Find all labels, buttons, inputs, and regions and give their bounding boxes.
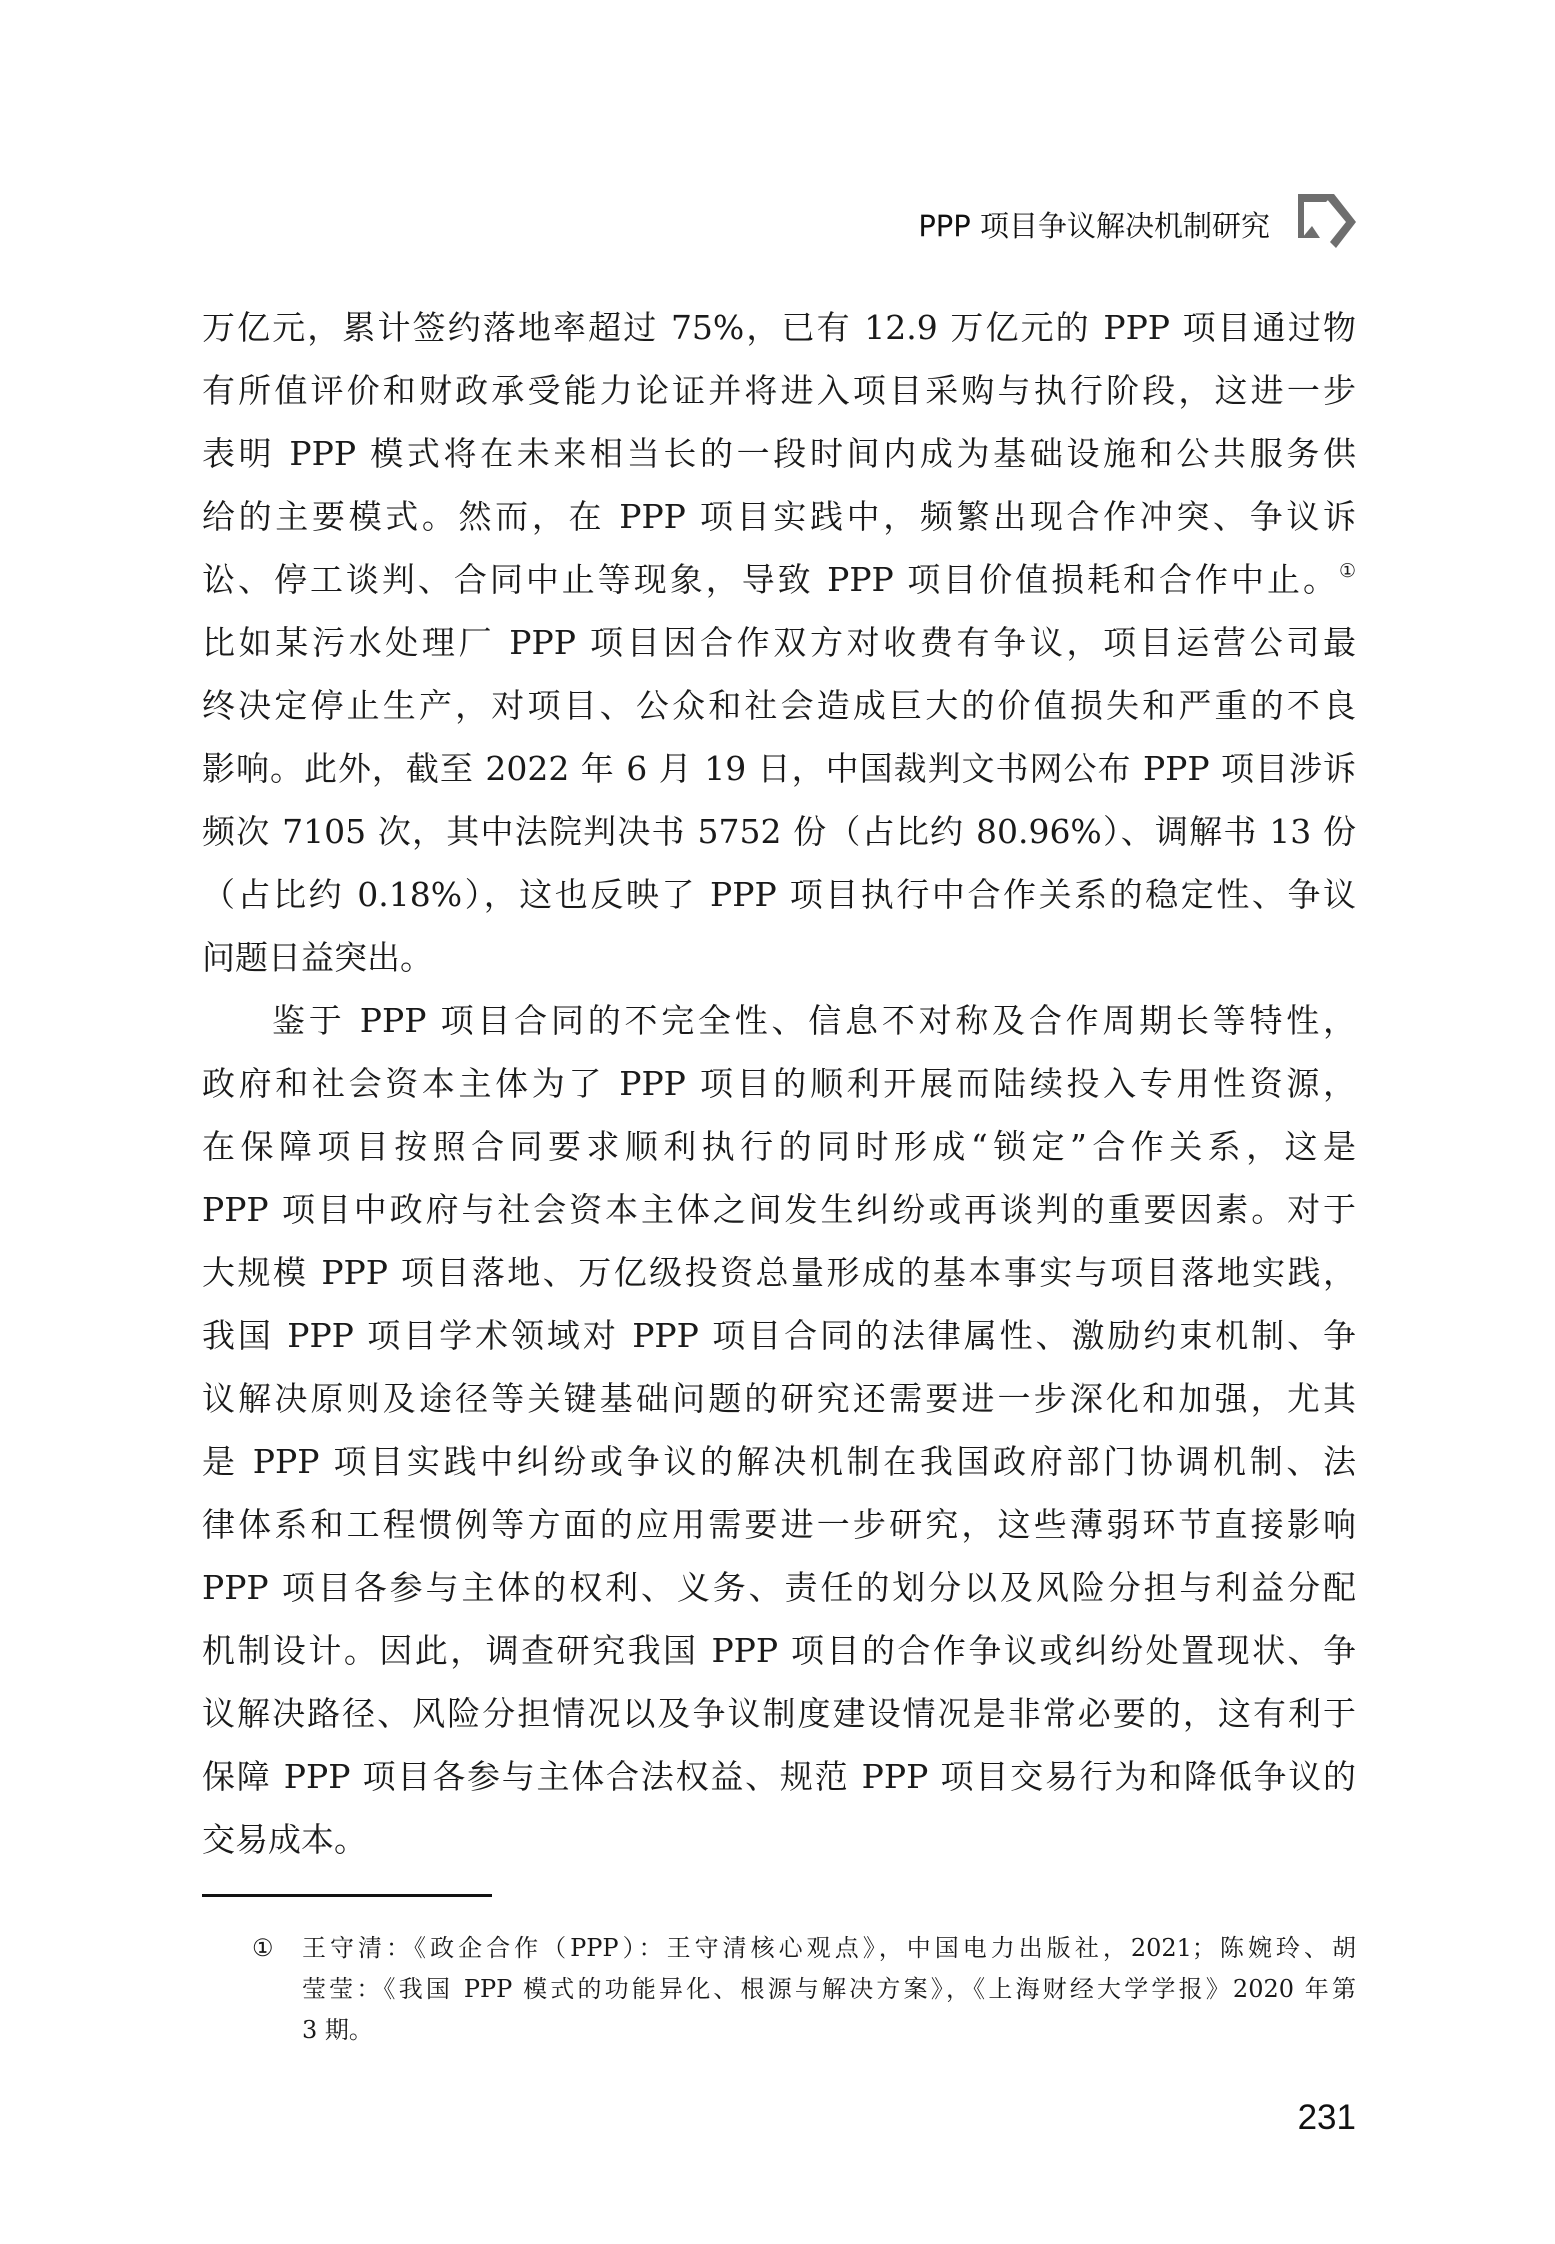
text-line: 机制设计。因此，调查研究我国 PPP 项目的合作争议或纠纷处置现状、争 xyxy=(202,1631,1356,1670)
text-line: 万亿元，累计签约落地率超过 75%，已有 12.9 万亿元的 PPP 项目通过物 xyxy=(202,308,1356,347)
text-line: 影响。此外，截至 2022 年 6 月 19 日，中国裁判文书网公布 PPP 项目涉诉 xyxy=(202,749,1356,788)
paragraph-2 xyxy=(202,989,1356,1871)
chapter-arrow-icon xyxy=(1296,192,1358,248)
text-line: 鉴于 PPP 项目合同的不完全性、信息不对称及合作周期长等特性， xyxy=(272,1001,1356,1040)
text-line: PPP 项目各参与主体的权利、义务、责任的划分以及风险分担与利益分配 xyxy=(202,1568,1356,1607)
text-line: 议解决路径、风险分担情况以及争议制度建设情况是非常必要的，这有利于 xyxy=(202,1694,1356,1733)
footnote-line: 莹莹：《我国 PPP 模式的功能异化、根源与解决方案》，《上海财经大学学报》2020 年第 xyxy=(302,1975,1356,2003)
text-line xyxy=(202,548,1356,611)
text-line: 给的主要模式。然而，在 PPP 项目实践中，频繁出现合作冲突、争议诉 xyxy=(202,497,1356,536)
text-line: 比如某污水处理厂 PPP 项目因合作双方对收费有争议，项目运营公司最 xyxy=(202,623,1356,662)
text-line: 律体系和工程惯例等方面的应用需要进一步研究，这些薄弱环节直接影响 xyxy=(202,1505,1356,1544)
footnote-line: 王守清：《政企合作（PPP）：王守清核心观点》，中国电力出版社，2021；陈婉玲、胡 xyxy=(302,1934,1356,1962)
text-line: 频次 7105 次，其中法院判决书 5752 份（占比约 80.96%）、调解书 13 份 xyxy=(202,812,1356,851)
text-line: 我国 PPP 项目学术领域对 PPP 项目合同的法律属性、激励约束机制、争 xyxy=(202,1316,1356,1355)
text-line: 交易成本。 xyxy=(202,1820,367,1859)
footnote-divider xyxy=(202,1894,492,1897)
body-text xyxy=(202,296,1356,1871)
footnote-line: 3 期。 xyxy=(302,2016,373,2044)
text-line: 有所值评价和财政承受能力论证并将进入项目采购与执行阶段，这进一步 xyxy=(202,371,1356,410)
page-number: 231 xyxy=(1297,2098,1356,2137)
text-line: 问题日益突出。 xyxy=(202,938,433,977)
footnote-mark: ① xyxy=(252,1934,274,1962)
text-line: （占比约 0.18%），这也反映了 PPP 项目执行中合作关系的稳定性、争议 xyxy=(202,875,1356,914)
text-line: 表明 PPP 模式将在未来相当长的一段时间内成为基础设施和公共服务供 xyxy=(202,434,1356,473)
text-line: 在保障项目按照合同要求顺利执行的同时形成“锁定”合作关系，这是 xyxy=(202,1127,1356,1166)
text-line: 议解决原则及途径等关键基础问题的研究还需要进一步深化和加强，尤其 xyxy=(202,1379,1356,1418)
text-line: PPP 项目中政府与社会资本主体之间发生纠纷或再谈判的重要因素。对于 xyxy=(202,1190,1356,1229)
paragraph-1 xyxy=(202,296,1356,989)
text-line: 终决定停止生产，对项目、公众和社会造成巨大的价值损失和严重的不良 xyxy=(202,686,1356,725)
text-line: 大规模 PPP 项目落地、万亿级投资总量形成的基本事实与项目落地实践， xyxy=(202,1253,1356,1292)
running-header-title: PPP 项目争议解决机制研究 xyxy=(918,209,1270,243)
text-line: 是 PPP 项目实践中纠纷或争议的解决机制在我国政府部门协调机制、法 xyxy=(202,1442,1356,1481)
footnote xyxy=(252,1928,1356,2051)
text-line: 政府和社会资本主体为了 PPP 项目的顺利开展而陆续投入专用性资源， xyxy=(202,1064,1356,1103)
text-line-content: 讼、停工谈判、合同中止等现象，导致 PPP 项目价值损耗和合作中止。 xyxy=(202,560,1339,599)
footnote-reference[interactable]: ① xyxy=(1338,560,1356,582)
text-line: 保障 PPP 项目各参与主体合法权益、规范 PPP 项目交易行为和降低争议的 xyxy=(202,1757,1356,1796)
